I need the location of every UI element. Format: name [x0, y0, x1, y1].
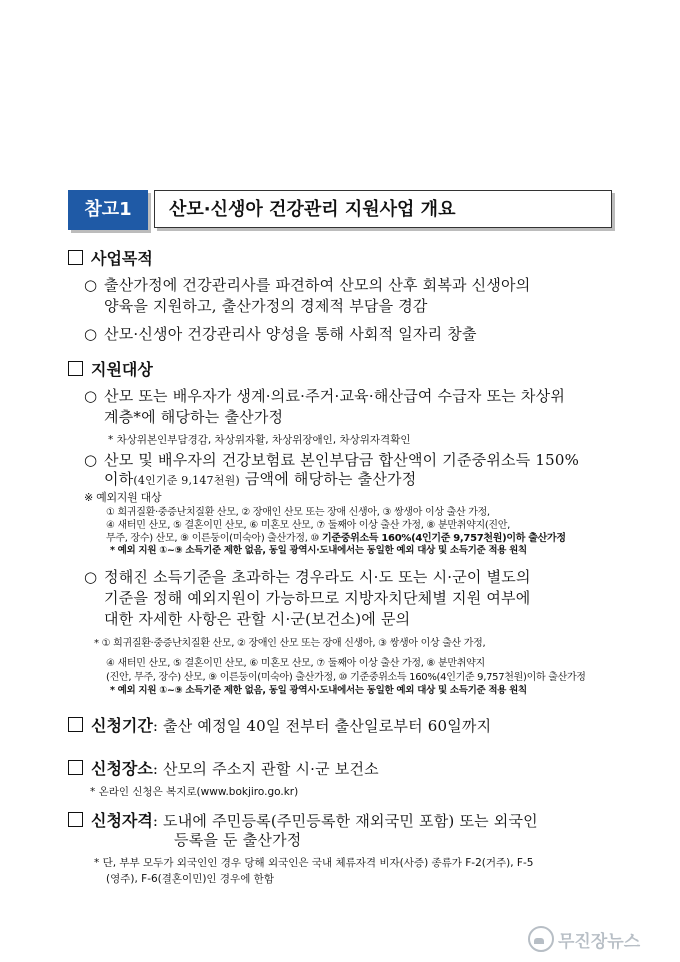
target-item-1-line-1: ○ 산모 또는 배우자가 생계·의료·주거·교육·해산급여 수급자 또는 차상위	[84, 387, 566, 405]
application-place-note: * 온라인 신청은 복지로(www.bokjiro.go.kr)	[90, 786, 299, 798]
title-badge: 참고1	[68, 190, 148, 230]
exception-title: ※ 예외지원 대상	[84, 491, 162, 504]
section-heading-target: 지원대상	[68, 357, 153, 380]
target-item-2-line-2: 이하(4인기준 9,147천원) 금액에 해당하는 출산가정	[104, 470, 417, 488]
section-heading-purpose: 사업목적	[68, 246, 153, 269]
repeat-exception-line-2: ④ 새터민 산모, ⑤ 결혼이민 산모, ⑥ 미혼모 산모, ⑦ 둘째아 이상 출산 가정, ⑧ 분만취약지	[106, 658, 485, 669]
purpose-item-1-line-2: 양육을 지원하고, 출산가정의 경제적 부담을 경감	[104, 297, 428, 315]
application-eligibility: 신청자격: 도내에 주민등록(주민등록한 재외국민 포함) 또는 외국인	[68, 808, 538, 831]
repeat-exception-line-3: (진안, 무주, 장수) 산모, ⑨ 이른둥이(미숙아) 출산가정, ⑩ 기준중위소득 160%(4인기준 9,757천원)이하 출산가정	[106, 672, 586, 683]
target-item-3-line-1: ○ 정해진 소득기준을 초과하는 경우라도 시·도 또는 시·군이 별도의	[84, 568, 531, 586]
eligibility-note-line-2: (영주), F-6(결혼이민)인 경우에 한함	[106, 873, 274, 885]
target-item-1-line-2: 계층*에 해당하는 출산가정	[104, 408, 284, 426]
page-title: 산모·신생아 건강관리 지원사업 개요	[154, 190, 612, 228]
application-eligibility-line-2: 등록을 둔 출산가정	[174, 831, 302, 849]
checkbox-square-icon	[68, 760, 83, 775]
checkbox-square-icon	[68, 361, 83, 376]
checkbox-square-icon	[68, 812, 83, 827]
eligibility-note-line-1: * 단, 부부 모두가 외국인인 경우 당해 외국인은 국내 체류자격 비자(사증) 종류가 F-2(거주), F-5	[94, 857, 534, 869]
purpose-item-1-line-1: ○ 출산가정에 건강관리사를 파견하여 산모의 산후 회복과 신생아의	[84, 276, 531, 294]
exception-line-3: 무주, 장수) 산모, ⑨ 이른둥이(미숙아) 출산가정, ⑩ 기준중위소득 160%(4인기준 9,757천원)이하 출산가정	[106, 533, 566, 544]
repeat-exception-note: * 예외 지원 ①~⑨ 소득기준 제한 없음, 동일 광역시·도내에서는 동일한 예외 대상 및 소득기준 적용 원칙	[110, 685, 527, 696]
watermark-logo-icon	[528, 926, 554, 952]
checkbox-square-icon	[68, 717, 83, 732]
target-item-2-line-1: ○ 산모 및 배우자의 건강보험료 본인부담금 합산액이 기준중위소득 150%	[84, 451, 580, 469]
repeat-exception-line-1: * ① 희귀질환·중증난치질환 산모, ② 장애인 산모 또는 장애 신생아, ③ 쌍생아 이상 출산 가정,	[94, 638, 486, 649]
target-item-3-line-2: 기준을 정해 예외지원이 가능하므로 지방자치단체별 지원 여부에	[104, 589, 531, 607]
circle-bullet-icon: ○	[84, 325, 98, 343]
purpose-item-2: ○ 산모·신생아 건강관리사 양성을 통해 사회적 일자리 창출	[84, 325, 477, 343]
application-place: 신청장소: 산모의 주소지 관할 시·군 보건소	[68, 756, 379, 779]
exception-line-1: ① 희귀질환·중증난치질환 산모, ② 장애인 산모 또는 장애 신생아, ③ 쌍생아 이상 출산 가정,	[106, 507, 490, 518]
circle-bullet-icon: ○	[84, 387, 98, 405]
title-bar	[68, 190, 614, 230]
exception-line-2: ④ 새터민 산모, ⑤ 결혼이민 산모, ⑥ 미혼모 산모, ⑦ 둘째아 이상 출산 가정, ⑧ 분만취약지(진안,	[106, 520, 511, 531]
circle-bullet-icon: ○	[84, 451, 98, 469]
application-period: 신청기간: 출산 예정일 40일 전부터 출산일로부터 60일까지	[68, 713, 491, 736]
target-item-1-note: * 차상위본인부담경감, 차상위자활, 차상위장애인, 차상위자격확인	[108, 434, 411, 446]
circle-bullet-icon: ○	[84, 276, 98, 294]
target-item-3-line-3: 대한 자세한 사항은 관할 시·군(보건소)에 문의	[104, 610, 411, 628]
watermark: 무진장뉴스	[528, 924, 640, 954]
circle-bullet-icon: ○	[84, 568, 98, 586]
exception-note: * 예외 지원 ①~⑨ 소득기준 제한 없음, 동일 광역시·도내에서는 동일한 예외 대상 및 소득기준 적용 원칙	[110, 545, 527, 556]
checkbox-square-icon	[68, 250, 83, 265]
